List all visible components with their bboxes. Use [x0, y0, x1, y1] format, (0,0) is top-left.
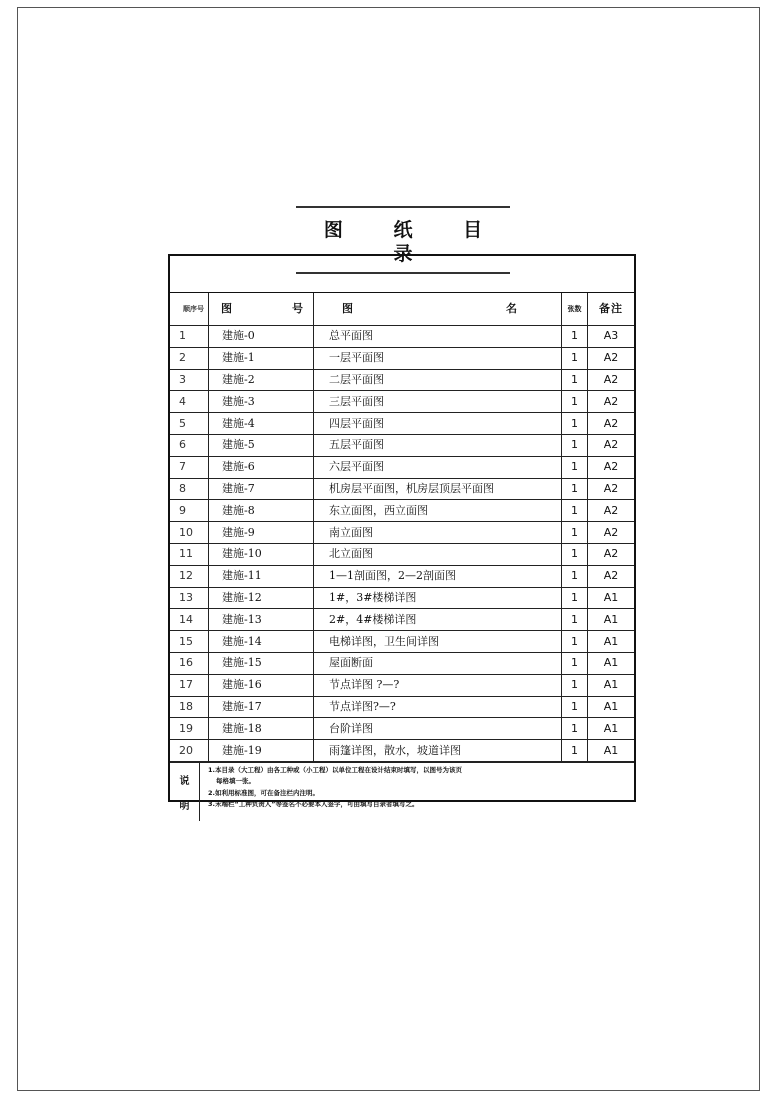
header-remark-part1: 备	[599, 302, 610, 315]
table-row	[170, 565, 634, 587]
note-line-2: 每格填一张。	[216, 777, 255, 786]
table-row	[170, 369, 634, 391]
row-qty: 1	[562, 587, 588, 609]
table-row	[170, 326, 634, 348]
row-qty: 1	[562, 696, 588, 718]
row-name: 台阶详图	[314, 718, 562, 740]
row-code: 建施-12	[209, 587, 314, 609]
row-serial: 15	[170, 631, 209, 653]
table-row	[170, 391, 634, 413]
row-qty: 1	[562, 740, 588, 762]
row-remark: A1	[588, 587, 635, 609]
row-remark: A2	[588, 347, 635, 369]
row-remark: A1	[588, 631, 635, 653]
title-rule-top	[296, 206, 510, 208]
row-code: 建施-11	[209, 565, 314, 587]
row-serial: 18	[170, 696, 209, 718]
row-name: 1—1剖面图，2—2剖面图	[314, 565, 562, 587]
row-remark: A2	[588, 565, 635, 587]
header-code-part2: 号	[292, 302, 303, 315]
row-remark: A2	[588, 434, 635, 456]
note-line-3: 2.如利用标准图，可在备注栏内注明。	[208, 788, 319, 797]
row-qty: 1	[562, 631, 588, 653]
row-qty: 1	[562, 391, 588, 413]
table-row	[170, 718, 634, 740]
row-qty: 1	[562, 543, 588, 565]
row-serial: 8	[170, 478, 209, 500]
row-name: 节点详图 ?—?	[314, 674, 562, 696]
row-name: 机房层平面图，机房层顶层平面图	[314, 478, 562, 500]
table-row	[170, 434, 634, 456]
row-qty: 1	[562, 500, 588, 522]
row-name: 东立面图，西立面图	[314, 500, 562, 522]
table-row	[170, 587, 634, 609]
header-code	[209, 293, 314, 326]
row-qty: 1	[562, 718, 588, 740]
row-code: 建施-4	[209, 413, 314, 435]
row-qty: 1	[562, 347, 588, 369]
table-row	[170, 500, 634, 522]
header-remark	[588, 293, 635, 326]
row-remark: A2	[588, 413, 635, 435]
table-row	[170, 696, 634, 718]
row-code: 建施-1	[209, 347, 314, 369]
row-name: 2#，4#楼梯详图	[314, 609, 562, 631]
row-qty: 1	[562, 456, 588, 478]
page-title: 图 纸 目 录	[323, 219, 505, 265]
row-serial: 4	[170, 391, 209, 413]
row-serial: 2	[170, 347, 209, 369]
row-name: 一层平面图	[314, 347, 562, 369]
notes-body	[200, 763, 634, 821]
row-name: 屋面断面	[314, 652, 562, 674]
row-serial: 7	[170, 456, 209, 478]
row-serial: 10	[170, 522, 209, 544]
table-row	[170, 413, 634, 435]
row-remark: A2	[588, 522, 635, 544]
row-name: 北立面图	[314, 543, 562, 565]
header-name	[314, 293, 562, 326]
row-remark: A3	[588, 326, 635, 348]
table-row	[170, 631, 634, 653]
row-qty: 1	[562, 369, 588, 391]
table-row	[170, 347, 634, 369]
note-line-4: 3.末端栏“工种负责人”等签名不必要本人签字，可由填写目录者填写之。	[208, 800, 419, 809]
catalog-header-blank	[170, 256, 634, 293]
table-row	[170, 478, 634, 500]
row-remark: A2	[588, 543, 635, 565]
row-name: 南立面图	[314, 522, 562, 544]
row-remark: A1	[588, 674, 635, 696]
table-row	[170, 740, 634, 762]
row-name: 三层平面图	[314, 391, 562, 413]
row-qty: 1	[562, 434, 588, 456]
row-remark: A1	[588, 718, 635, 740]
row-serial: 5	[170, 413, 209, 435]
row-name: 电梯详图，卫生间详图	[314, 631, 562, 653]
header-name-part1: 图	[342, 302, 353, 315]
row-code: 建施-3	[209, 391, 314, 413]
row-remark: A2	[588, 369, 635, 391]
row-serial: 17	[170, 674, 209, 696]
row-remark: A2	[588, 391, 635, 413]
table-row	[170, 522, 634, 544]
header-code-part1: 图	[221, 302, 232, 315]
row-remark: A1	[588, 740, 635, 762]
row-name: 五层平面图	[314, 434, 562, 456]
row-code: 建施-9	[209, 522, 314, 544]
row-serial: 14	[170, 609, 209, 631]
row-code: 建施-16	[209, 674, 314, 696]
row-code: 建施-10	[209, 543, 314, 565]
row-remark: A2	[588, 500, 635, 522]
catalog-list	[170, 293, 634, 762]
row-code: 建施-2	[209, 369, 314, 391]
row-serial: 13	[170, 587, 209, 609]
notes-label-1: 说	[179, 775, 190, 787]
header-qty: 张数	[562, 293, 588, 326]
row-code: 建施-0	[209, 326, 314, 348]
table-row	[170, 543, 634, 565]
row-name: 四层平面图	[314, 413, 562, 435]
row-qty: 1	[562, 413, 588, 435]
drawing-catalog-table	[168, 254, 636, 812]
row-serial: 9	[170, 500, 209, 522]
table-row	[170, 609, 634, 631]
row-code: 建施-17	[209, 696, 314, 718]
row-name: 1#，3#楼梯详图	[314, 587, 562, 609]
row-code: 建施-13	[209, 609, 314, 631]
row-name: 二层平面图	[314, 369, 562, 391]
row-remark: A2	[588, 478, 635, 500]
row-serial: 11	[170, 543, 209, 565]
row-qty: 1	[562, 478, 588, 500]
row-serial: 19	[170, 718, 209, 740]
row-serial: 6	[170, 434, 209, 456]
row-remark: A1	[588, 652, 635, 674]
row-serial: 16	[170, 652, 209, 674]
header-name-part2: 名	[506, 302, 517, 315]
table-row	[170, 456, 634, 478]
row-code: 建施-5	[209, 434, 314, 456]
row-qty: 1	[562, 326, 588, 348]
row-qty: 1	[562, 674, 588, 696]
row-code: 建施-14	[209, 631, 314, 653]
row-code: 建施-6	[209, 456, 314, 478]
table-header-row	[170, 293, 634, 326]
row-code: 建施-19	[209, 740, 314, 762]
row-serial: 1	[170, 326, 209, 348]
table-row	[170, 674, 634, 696]
row-qty: 1	[562, 522, 588, 544]
notes-label	[170, 763, 200, 821]
note-line-1: 1.本目录（大工程）由各工种或（小工程）以单位工程在设计结束时填写，以图号为该页	[208, 765, 462, 774]
row-code: 建施-7	[209, 478, 314, 500]
header-serial: 顺序号	[170, 293, 209, 326]
row-name: 雨篷详图，散水，坡道详图	[314, 740, 562, 762]
row-remark: A1	[588, 609, 635, 631]
row-serial: 3	[170, 369, 209, 391]
row-code: 建施-8	[209, 500, 314, 522]
row-remark: A2	[588, 456, 635, 478]
row-qty: 1	[562, 652, 588, 674]
row-name: 节点详图?—?	[314, 696, 562, 718]
row-code: 建施-15	[209, 652, 314, 674]
row-code: 建施-18	[209, 718, 314, 740]
table-row	[170, 652, 634, 674]
row-name: 总平面图	[314, 326, 562, 348]
row-qty: 1	[562, 609, 588, 631]
row-name: 六层平面图	[314, 456, 562, 478]
notes-label-2: 明	[179, 800, 190, 812]
row-remark: A1	[588, 696, 635, 718]
row-qty: 1	[562, 565, 588, 587]
header-remark-part2: 注	[611, 302, 622, 315]
row-serial: 20	[170, 740, 209, 762]
row-serial: 12	[170, 565, 209, 587]
notes-section	[170, 762, 634, 821]
